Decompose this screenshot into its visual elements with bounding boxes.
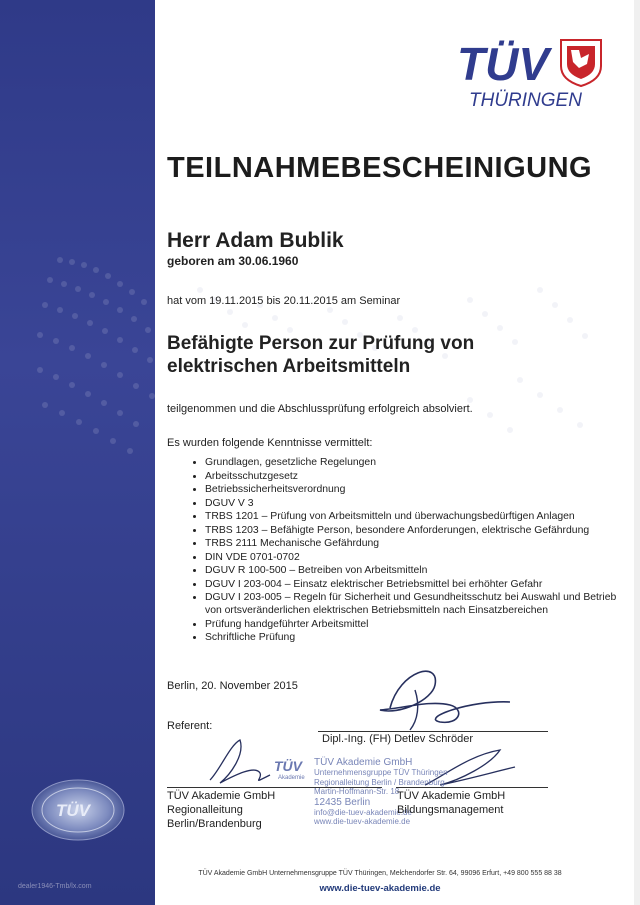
regional-office-line: TÜV Akademie GmbH <box>167 790 276 802</box>
regional-office-line: Regionalleitung <box>167 804 243 816</box>
seminar-title-line1: Befähigte Person zur Prüfung von <box>167 333 475 354</box>
stamp-line: Unternehmensgruppe TÜV Thüringen <box>314 768 448 777</box>
topic-item: • Grundlagen, gesetzliche Regelungen <box>205 456 625 469</box>
seminar-title-line2: elektrischen Arbeitsmitteln <box>167 356 411 377</box>
topic-item: • TRBS 2111 Mechanische Gefährdung <box>205 537 625 550</box>
topic-item: • DGUV I 203-005 – Regeln für Sicherheit und Gesundheitsschutz bei Auswahl und Betrieb von ortsveränderlichen elektrischen Betriebsmitteln nach Einsatzbereichen <box>205 591 625 617</box>
topics-intro: Es wurden folgende Kenntnisse vermittelt: <box>167 437 373 449</box>
stamp-line: info@die-tuev-akademie.de <box>314 807 412 817</box>
stamp-line: TÜV Akademie GmbH <box>314 757 413 768</box>
place-and-date: Berlin, 20. November 2015 <box>167 680 298 692</box>
topics-list <box>187 456 625 645</box>
seminar-title <box>167 332 567 378</box>
stamp-logo <box>272 757 312 786</box>
topic-item: • DGUV V 3 <box>205 497 625 510</box>
seminar-period: hat vom 19.11.2015 bis 20.11.2015 am Seminar <box>167 295 401 307</box>
education-management-line: Bildungsmanagement <box>397 804 504 816</box>
hologram-seal-icon <box>30 778 126 842</box>
stamp-line: 12435 Berlin <box>314 796 371 808</box>
education-management <box>397 789 505 817</box>
result-statement: teilgenommen und die Abschlussprüfung erfolgreich absolviert. <box>167 403 473 415</box>
seal-brand-text: TÜV <box>56 801 90 820</box>
education-management-line: TÜV Akademie GmbH <box>397 790 506 802</box>
regional-signature-line <box>167 787 382 788</box>
topic-item: • DGUV R 100-500 – Betreiben von Arbeitsmitteln <box>205 564 625 577</box>
stamp-line: Martin-Hoffmann-Str. 18 <box>314 787 400 796</box>
stamp-line: www.die-tuev-akademie.de <box>314 817 411 826</box>
topic-item: • Schriftliche Prüfung <box>205 631 625 644</box>
regional-signature <box>200 735 280 790</box>
topic-item: • TRBS 1203 – Befähigte Person, besondere Anforderungen, elektrische Gefährdung <box>205 524 625 537</box>
stamp-logo-subtext: Akademie <box>278 775 305 781</box>
topic-item: • DGUV I 203-004 – Einsatz elektrischer Betriebsmittel bei erhöhter Gefahr <box>205 578 625 591</box>
tuev-thueringen-logo <box>455 36 605 116</box>
participant-birthdate: geboren am 30.06.1960 <box>167 254 299 268</box>
referent-label: Referent: <box>167 720 213 732</box>
stamp-line: Regionalleitung Berlin / Brandenburg <box>314 777 445 787</box>
stamp-logo-text: TÜV <box>274 758 302 774</box>
tuev-stamp-icon <box>272 757 312 781</box>
referent-name: Dipl.-Ing. (FH) Detlev Schröder <box>322 733 473 745</box>
participant-name: Herr Adam Bublik <box>167 229 344 252</box>
topic-item: • DIN VDE 0701-0702 <box>205 551 625 564</box>
management-signature-line <box>396 787 548 788</box>
scan-watermark: dealer1946-Tmb/lx.com <box>18 883 92 890</box>
topic-item: • Prüfung handgeführter Arbeitsmittel <box>205 618 625 631</box>
footer-address: TÜV Akademie GmbH Unternehmensgruppe TÜV Thüringen, Melchendorfer Str. 64, 99096 Erfurt, +49 800 555 88 38 <box>198 870 562 877</box>
regional-office-line: Berlin/Brandenburg <box>167 818 262 830</box>
regional-office <box>167 789 275 831</box>
logo-region-text: THÜRINGEN <box>469 90 582 111</box>
lion-crest-icon <box>561 40 601 86</box>
topic-item: • Betriebssicherheitsverordnung <box>205 483 625 496</box>
scan-edge <box>634 0 640 905</box>
logo-brand-text: TÜV <box>457 38 549 90</box>
topic-item: • TRBS 1201 – Prüfung von Arbeitsmitteln und überwachungsbedürftigen Anlagen <box>205 510 625 523</box>
topic-item: • Arbeitsschutzgesetz <box>205 470 625 483</box>
tuev-logo-mark <box>455 36 605 116</box>
footer-website-link[interactable]: www.die-tuev-akademie.de <box>319 883 441 894</box>
referent-signature-line <box>318 731 548 732</box>
certificate-title: TEILNAHMEBESCHEINIGUNG <box>167 152 593 184</box>
referent-signature <box>360 660 520 740</box>
blue-side-band <box>0 0 155 905</box>
